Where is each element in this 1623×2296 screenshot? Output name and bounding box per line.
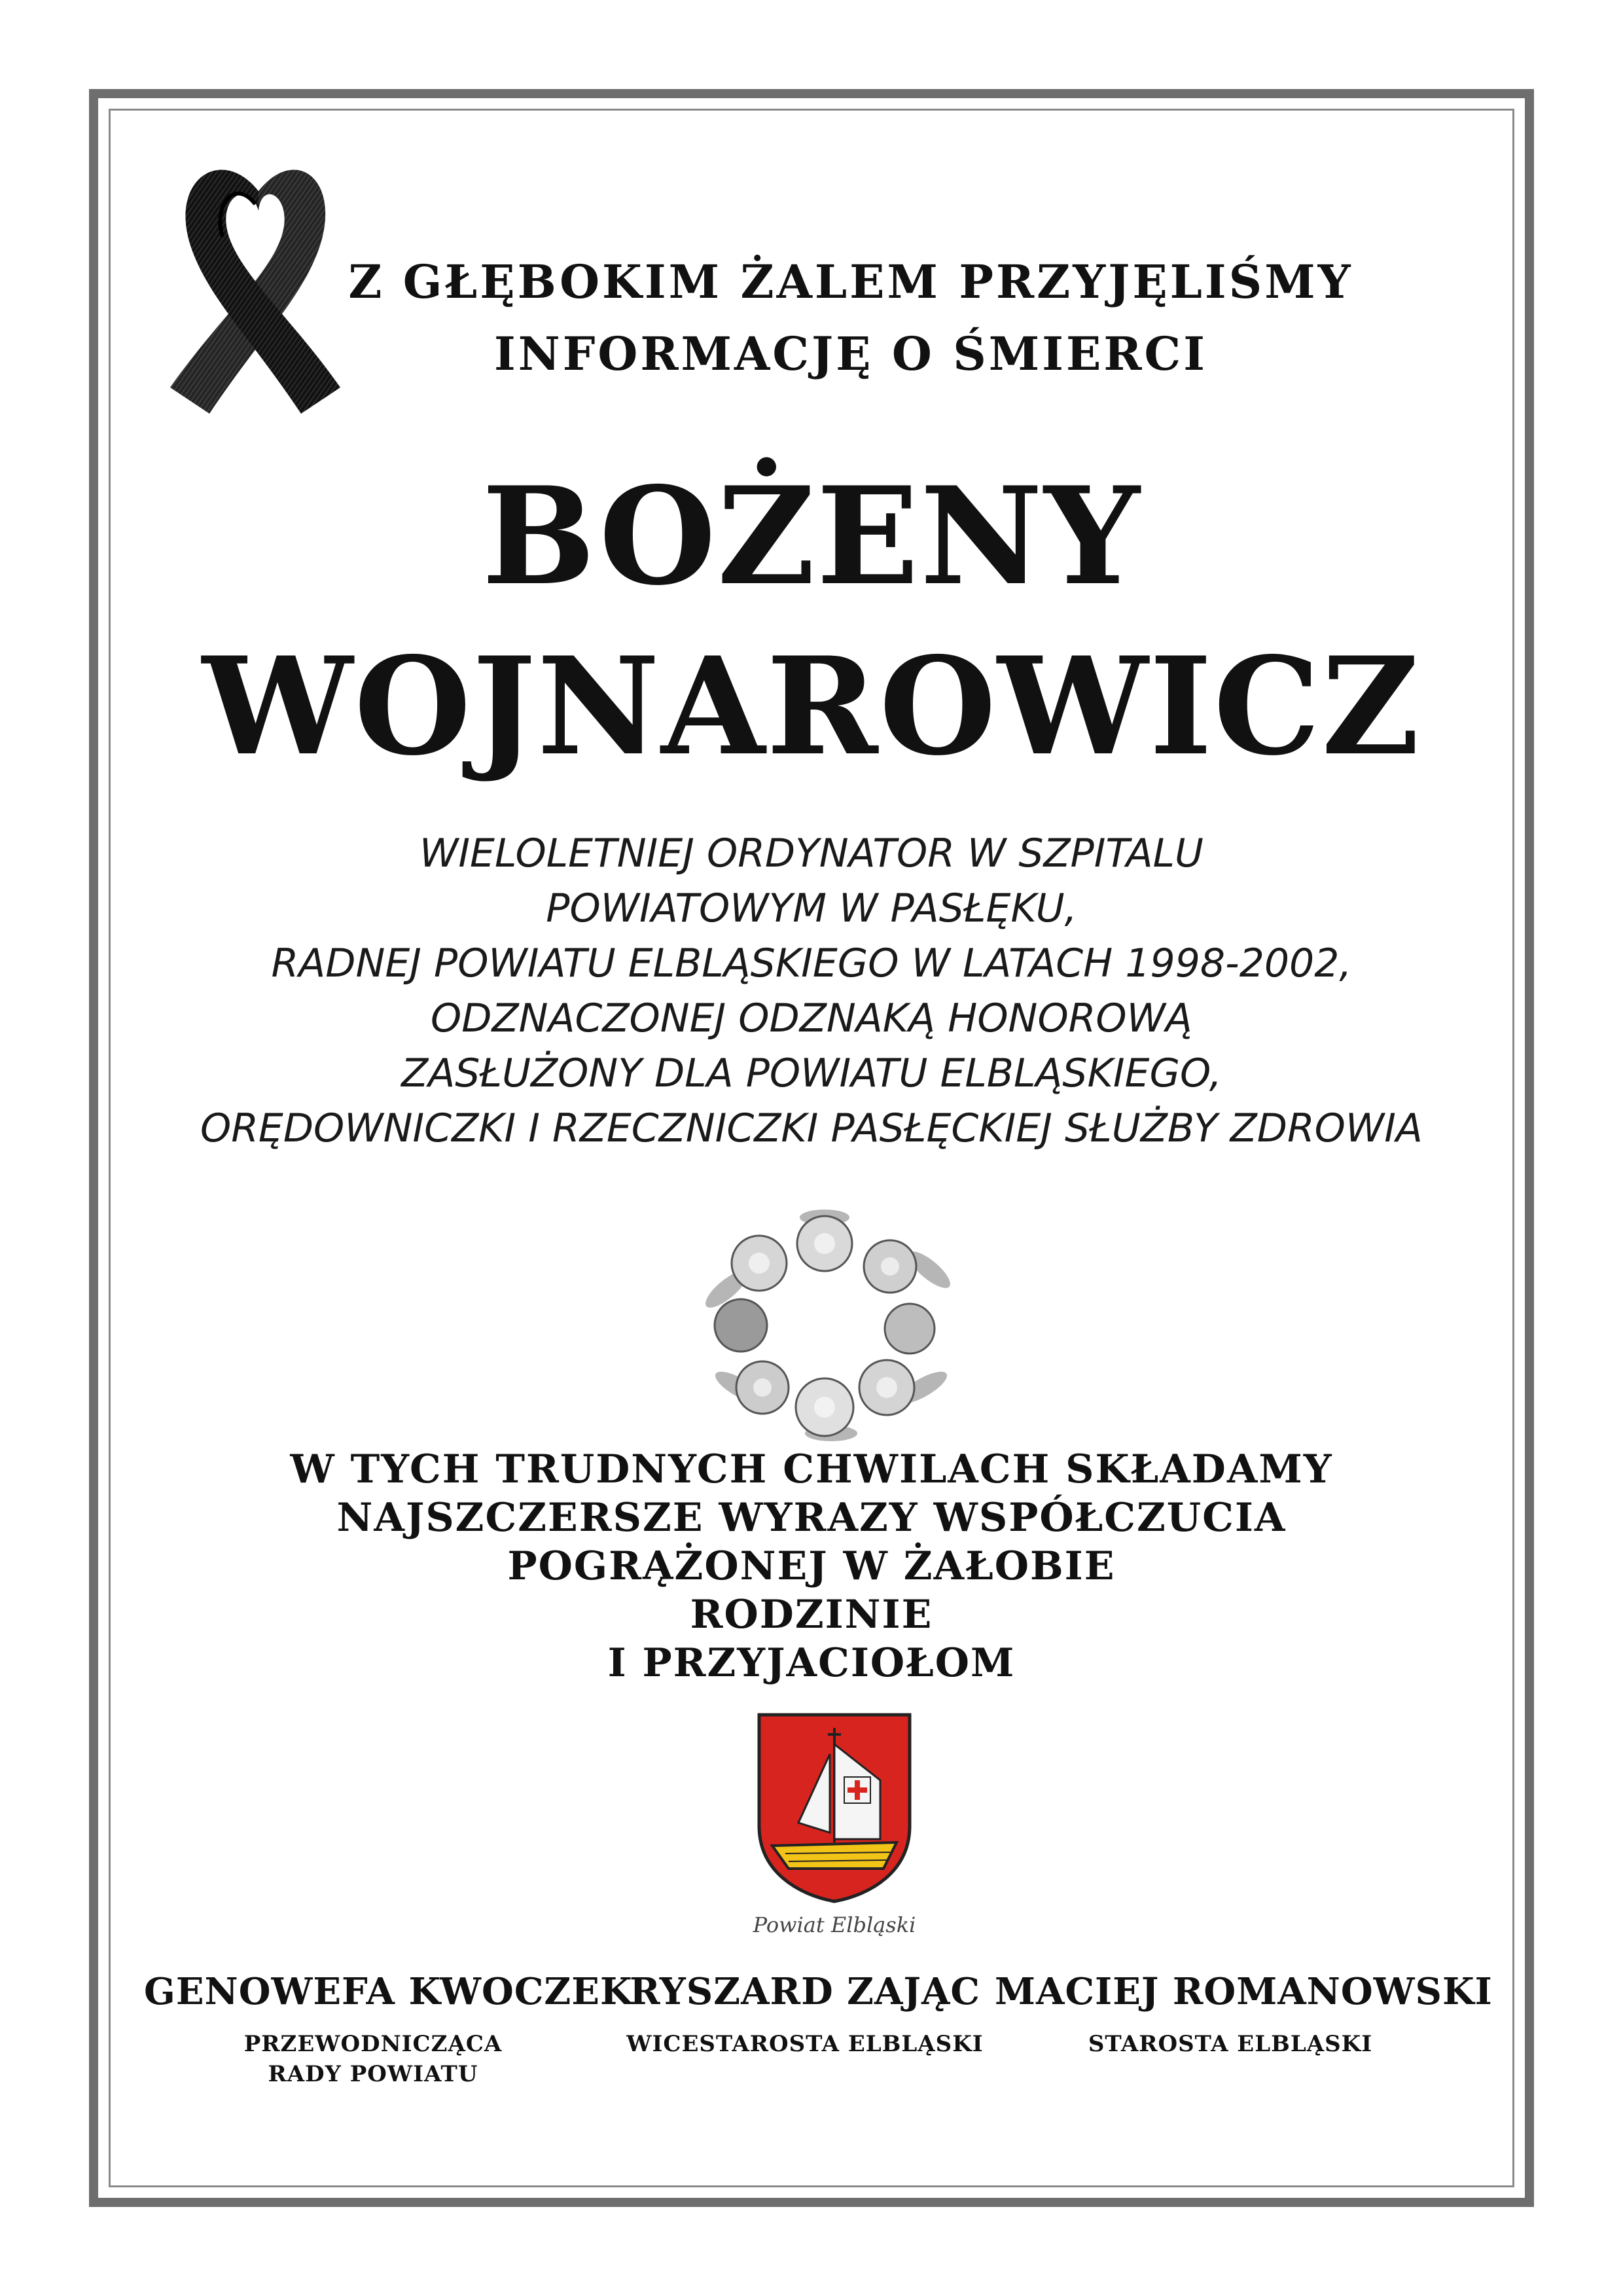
deceased-last-name: WOJNAROWICZ [202, 628, 1421, 785]
description-line: POWIATOWYM W PASŁĘKU, [546, 886, 1077, 931]
signatory-title-line: STAROSTA ELBLĄSKI [1088, 2031, 1373, 2057]
signatory-name: MACIEJ ROMANOWSKI [995, 1970, 1493, 2013]
description-line: ORĘDOWNICZKI I RZECZNICZKI PASŁĘCKIEJ SŁUŻBY ZDROWIA [200, 1105, 1423, 1151]
condolence-line: RODZINIE [690, 1592, 933, 1638]
description-line: ODZNACZONEJ ODZNAKĄ HONOROWĄ [431, 996, 1192, 1041]
condolence-line: POGRĄŻONEJ W ŻAŁOBIE [507, 1543, 1116, 1589]
deceased-first-name: BOŻENY [482, 458, 1141, 615]
signatory [995, 1970, 1493, 2059]
condolences [236, 1445, 1387, 1687]
heading-line-2: INFORMACJĘ O ŚMIERCI [493, 327, 1208, 381]
coat-of-arms-icon [753, 1708, 916, 1905]
heading-line-1: Z GŁĘBOKIM ŻALEM PRZYJĘLIŚMY [348, 255, 1353, 309]
signatory-title [995, 2029, 1466, 2059]
signatory-title-line: WICESTAROSTA ELBLĄSKI [626, 2031, 984, 2057]
description [131, 826, 1492, 1156]
mourning-ribbon-icon [144, 152, 366, 440]
signatory-title [622, 2029, 988, 2059]
condolence-line: I PRZYJACIOŁOM [607, 1640, 1016, 1686]
signatory-title [144, 2029, 602, 2089]
signatory [144, 1970, 633, 2089]
signatory [622, 1970, 988, 2059]
signatory-title-line: RADY POWIATU [268, 2061, 478, 2087]
condolence-line: NAJSZCZERSZE WYRAZY WSPÓŁCZUCIA [336, 1495, 1287, 1541]
signatory-name: RYSZARD ZAJĄC [629, 1970, 980, 2013]
description-line: WIELOLETNIEJ ORDYNATOR W SZPITALU [419, 831, 1204, 876]
flower-wreath-icon [681, 1191, 969, 1453]
signatory-title-line: PRZEWODNICZĄCA [243, 2031, 503, 2057]
crest-caption: Powiat Elbląski [753, 1912, 916, 1937]
condolence-line: W TYCH TRUDNYCH CHWILACH SKŁADAMY [290, 1446, 1333, 1492]
description-line: RADNEJ POWIATU ELBLĄSKIEGO W LATACH 1998-2002, [271, 941, 1352, 986]
signatory-name: GENOWEFA KWOCZEK [144, 1970, 633, 2013]
description-line: ZASŁUŻONY DLA POWIATU ELBLĄSKIEGO, [401, 1050, 1222, 1096]
